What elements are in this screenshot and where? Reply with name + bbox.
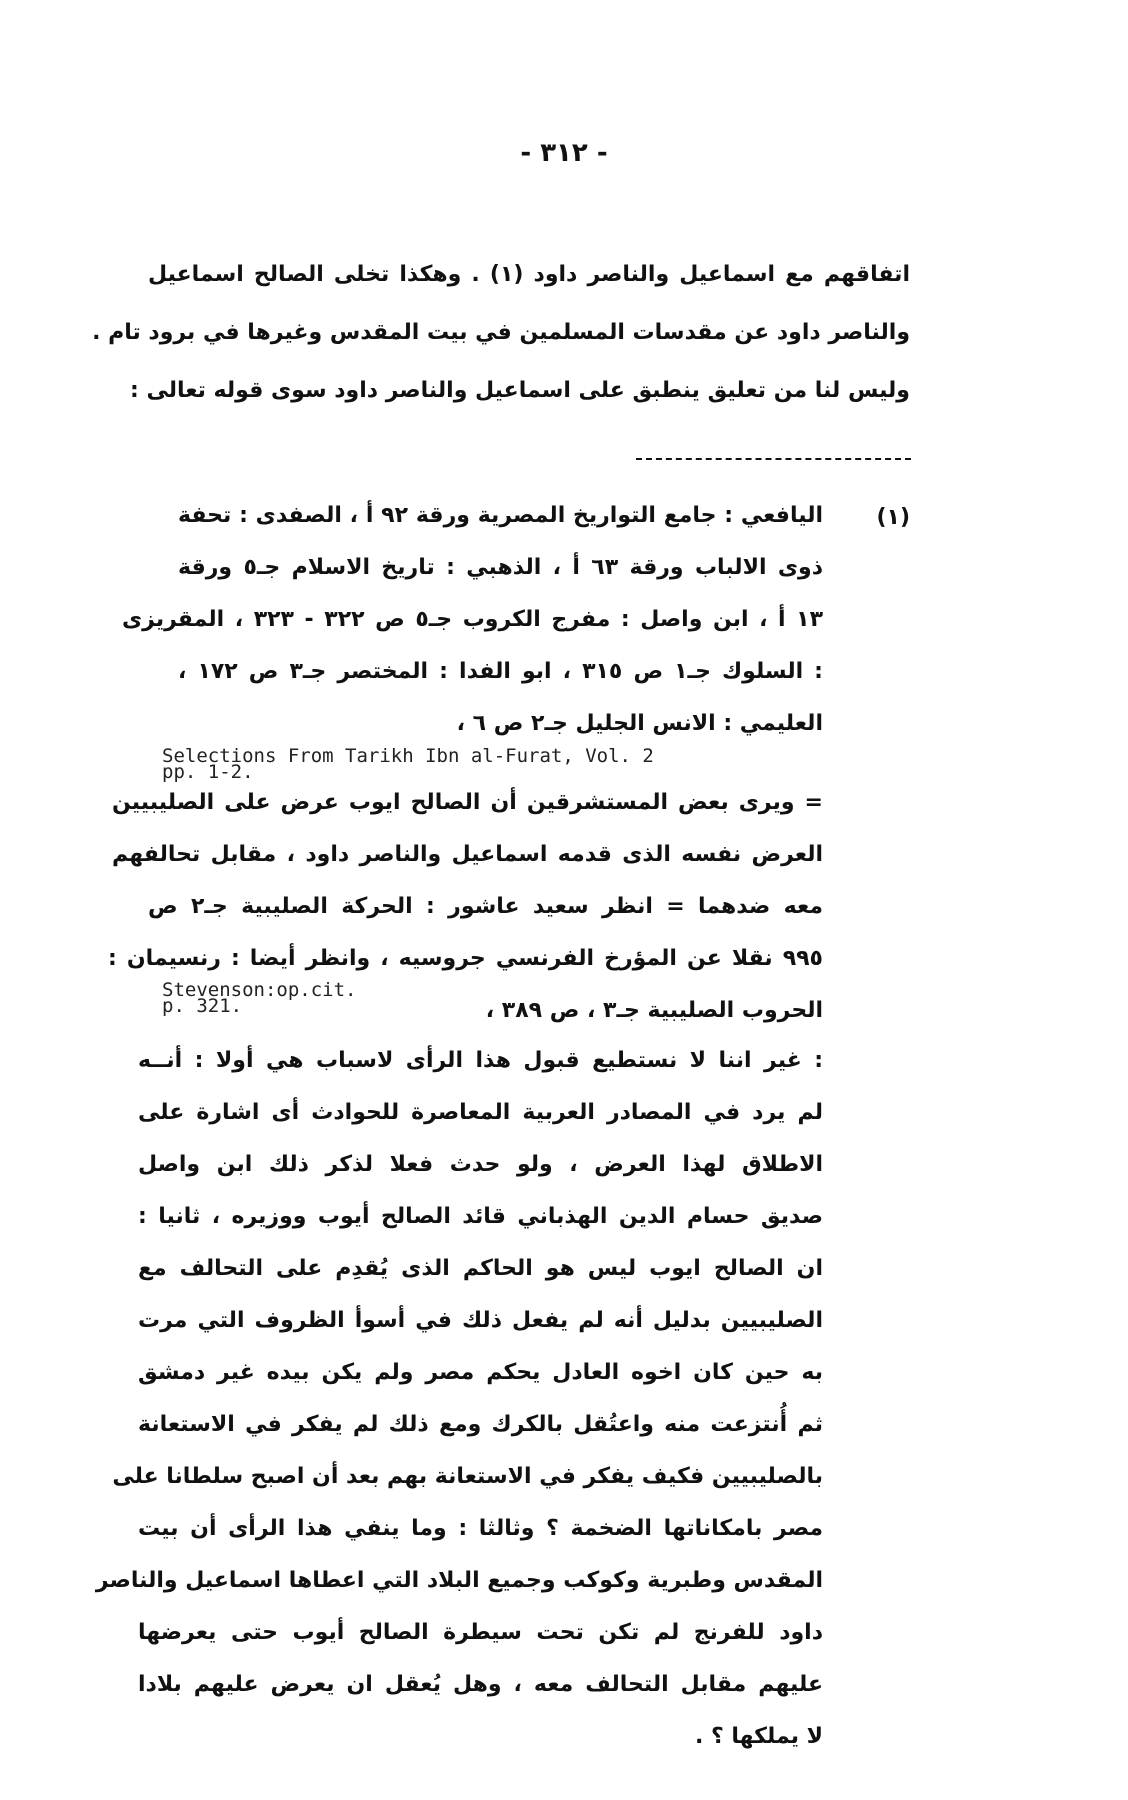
argument-line: مصر بامكاناتها الضخمة ؟ وثالثا : وما ينفي هذا الرأى أن بيت [138,1516,823,1541]
argument-line: الصليبيين بدليل أنه لم يفعل ذلك في أسوأ الظروف التي مرت [138,1308,823,1333]
note-line: العرض نفسه الذى قدمه اسماعيل والناصر داود ، مقابل تحالفهم [112,842,823,867]
body-line: اتفاقهم مع اسماعيل والناصر داود (١) . وهكذا تخلى الصالح اسماعيل [148,262,910,287]
argument-line: لم يرد في المصادر العربية المعاصرة للحوادث أى اشارة على [138,1100,823,1125]
page-number: - ٣١٢ - [520,138,608,168]
argument-line: صديق حسام الدين الهذباني قائد الصالح أيوب ووزيره ، ثانيا : [138,1204,823,1229]
footnote-line: اليافعي : جامع التواريخ المصرية ورقة ٩٢ أ ، الصفدى : تحفة [178,503,824,528]
latin-reference: Stevenson:op.cit. p. 321. [162,979,357,1017]
footnote-line: ذوى الالباب ورقة ٦٣ أ ، الذهبي : تاريخ الاسلام جـ٥ ورقة [178,555,823,580]
argument-line: داود للفرنج لم تكن تحت سيطرة الصالح أيوب حتى يعرضها [138,1620,823,1645]
note-line: ٩٩٥ نقلا عن المؤرخ الفرنسي جروسيه ، وانظر أيضا : رنسيمان : [108,946,823,971]
footnote-marker: (١) [876,505,910,530]
argument-line: الاطلاق لهذا العرض ، ولو حدث فعلا لذكر ذلك ابن واصل [138,1152,823,1177]
argument-line: ان الصالح ايوب ليس هو الحاكم الذى يُقدِم على التحالف مع [138,1256,823,1281]
argument-line: لا يملكها ؟ . [694,1724,823,1749]
argument-line: : غير اننا لا نستطيع قبول هذا الرأى لاسباب هي أولا : أنــه [138,1048,823,1073]
argument-line: به حين كان اخوه العادل يحكم مصر ولم يكن بيده غير دمشق [138,1360,823,1385]
latin-reference: Selections From Tarikh Ibn al-Furat, Vol. 2 pp. 1-2. [162,745,654,783]
note-line: = ويرى بعض المستشرقين أن الصالح ايوب عرض على الصليبيين [112,790,823,815]
footnote-line: ١٣ أ ، ابن واصل : مفرج الكروب جـ٥ ص ٣٢٢ - ٣٢٣ ، المقريزى [122,607,824,632]
footnote-divider [636,458,911,460]
argument-line: عليهم مقابل التحالف معه ، وهل يُعقل ان يعرض عليهم بلادا [138,1672,823,1697]
argument-line: ثم أُنتزعت منه واعتُقل بالكرك ومع ذلك لم يفكر في الاستعانة [138,1412,823,1437]
argument-line: المقدس وطبرية وكوكب وجميع البلاد التي اعطاها اسماعيل والناصر [95,1568,823,1593]
body-line: والناصر داود عن مقدسات المسلمين في بيت المقدس وغيرها في برود تام . [92,320,910,345]
footnote-line: : السلوك جـ١ ص ٣١٥ ، ابو الفدا : المختصر جـ٣ ص ١٧٢ ، [178,659,823,684]
argument-line: بالصليبيين فكيف يفكر في الاستعانة بهم بعد أن اصبح سلطانا على [112,1464,823,1489]
body-line: وليس لنا من تعليق ينطبق على اسماعيل والناصر داود سوى قوله تعالى : [129,378,910,403]
note-line: الحروب الصليبية جـ٣ ، ص ٣٨٩ ، [485,998,823,1023]
footnote-line: العليمي : الانس الجليل جـ٢ ص ٦ ، [456,711,823,736]
note-line: معه ضدهما = انظر سعيد عاشور : الحركة الصليبية جـ٢ ص [148,894,823,919]
